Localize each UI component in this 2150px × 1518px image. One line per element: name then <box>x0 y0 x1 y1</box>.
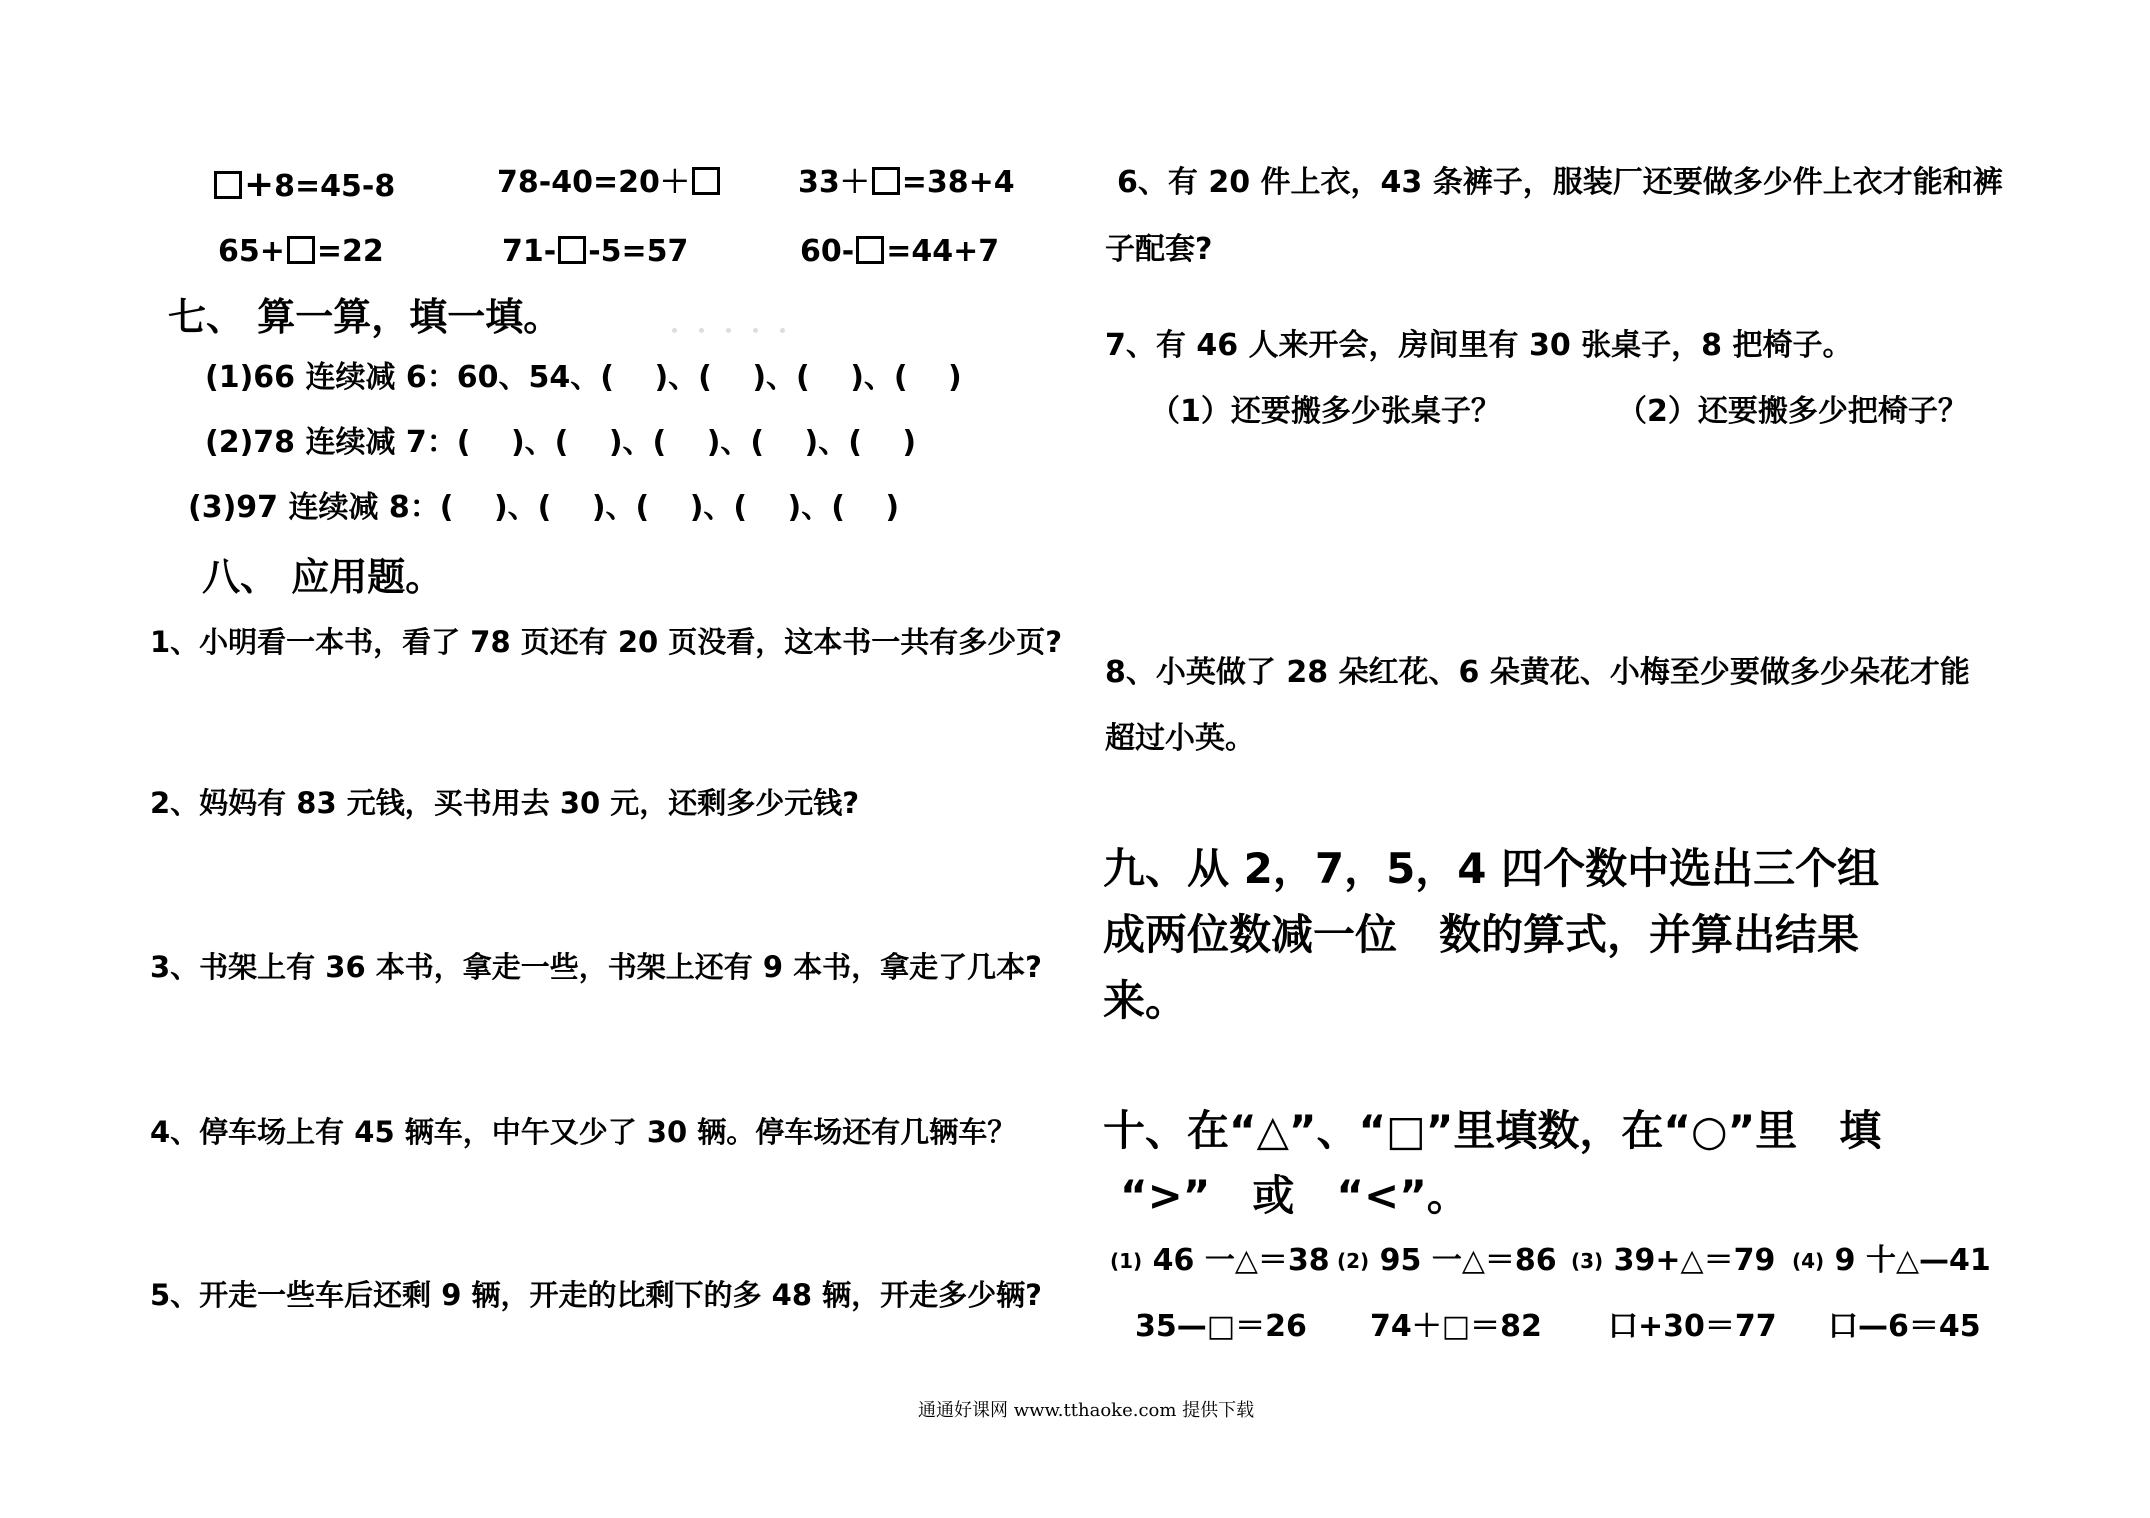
question-1: 1、小明看一本书，看了 78 页还有 20 页没看，这本书一共有多少页? <box>150 625 1063 659</box>
question-7: 7、有 46 人来开会，房间里有 30 张桌子，8 把椅子。 <box>1105 328 1853 363</box>
answer-box[interactable] <box>872 167 900 195</box>
question-8-line-2: 超过小英。 <box>1105 721 1255 756</box>
answer-box[interactable] <box>287 236 315 264</box>
equation-1c: 33＋ =38+4 <box>798 165 1015 200</box>
expression-1: (1) 46 一△＝38 <box>1110 1243 1330 1278</box>
equation-2c: 60- =44+7 <box>800 234 1000 269</box>
section-7-title: 七、 算一算，填一填。 <box>168 295 562 339</box>
question-7-sub-2: （2）还要搬多少把椅子？ <box>1617 394 1968 429</box>
section-9-line-1: 九、从 2，7，5，4 四个数中选出三个组 <box>1103 844 1880 893</box>
section-10-line-2: “>” 或 “<”。 <box>1120 1171 1469 1220</box>
section-8-title: 八、 应用题。 <box>202 555 444 599</box>
answer-box[interactable] <box>692 167 720 195</box>
equation-1a: +8=45-8 <box>212 167 395 203</box>
question-3: 3、书架上有 36 本书，拿走一些，书架上还有 9 本书，拿走了几本? <box>150 950 1042 984</box>
equation-2b: 71- -5=57 <box>502 234 689 269</box>
sequence-2: (2)78 连续减 7：( )、( )、( )、( )、( ) <box>205 425 917 460</box>
answer-box[interactable] <box>558 236 586 264</box>
answer-box[interactable] <box>856 236 884 264</box>
section-10-line-1: 十、在“△”、“□”里填数，在“○”里 填 <box>1103 1106 1882 1155</box>
question-8-line-1: 8、小英做了 28 朵红花、6 朵黄花、小梅至少要做多少朵花才能 <box>1105 655 1970 690</box>
expression-7: 口+30＝77 <box>1608 1309 1777 1344</box>
question-4: 4、停车场上有 45 辆车，中午又少了 30 辆。停车场还有几辆车？ <box>150 1115 1017 1149</box>
section-9-line-3: 来。 <box>1103 976 1188 1025</box>
section-9-line-2: 成两位数减一位 数的算式，并算出结果 <box>1103 910 1860 959</box>
expression-6: 74＋□＝82 <box>1370 1309 1542 1344</box>
equation-1b: 78-40=20＋ <box>497 167 722 198</box>
expression-8: 口—6＝45 <box>1828 1309 1981 1344</box>
footer-credit: 通通好课网 www.tthaoke.com 提供下载 <box>918 1400 1255 1421</box>
sequence-3: (3)97 连续减 8：( )、( )、( )、( )、( ) <box>188 490 900 525</box>
expression-4: (4) 9 十△—41 <box>1792 1243 1991 1278</box>
expression-3: (3) 39+△＝79 <box>1571 1243 1776 1278</box>
question-5: 5、开走一些车后还剩 9 辆，开走的比剩下的多 48 辆，开走多少辆? <box>150 1278 1042 1312</box>
sequence-1: (1)66 连续减 6：60、54、( )、( )、( )、( ) <box>205 360 962 395</box>
expression-2: (2) 95 一△＝86 <box>1337 1243 1557 1278</box>
question-6-line-2: 子配套? <box>1105 232 1213 267</box>
question-6-line-1: 6、有 20 件上衣，43 条裤子，服装厂还要做多少件上衣才能和裤 <box>1117 165 2003 200</box>
question-2: 2、妈妈有 83 元钱，买书用去 30 元，还剩多少元钱? <box>150 786 860 820</box>
equation-2a: 65+ =22 <box>218 234 384 269</box>
decorative-dots <box>672 318 807 337</box>
answer-box[interactable] <box>214 171 242 199</box>
expression-5: 35—□＝26 <box>1135 1309 1307 1344</box>
question-7-sub-1: （1）还要搬多少张桌子？ <box>1150 394 1501 429</box>
